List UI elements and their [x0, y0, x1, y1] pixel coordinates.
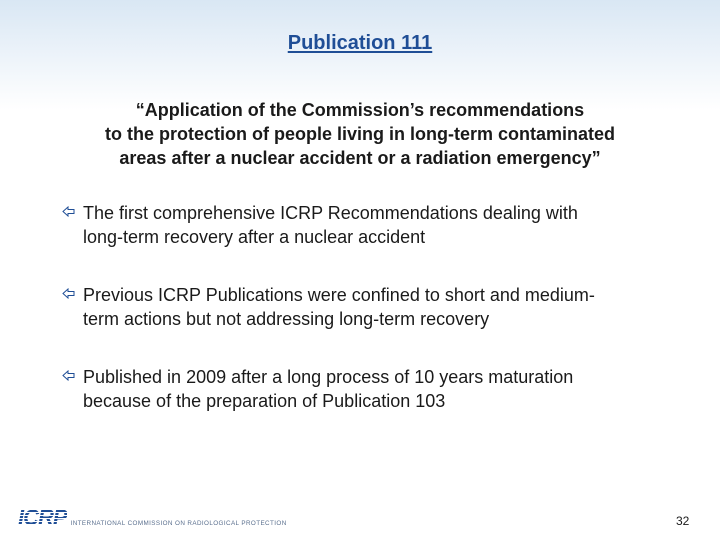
logo-text: INTERNATIONAL COMMISSION ON RADIOLOGICAL PROTECTION	[70, 520, 287, 527]
bullet-text: Previous ICRP Publications were confined to short and medium-	[83, 285, 595, 305]
bullet-item	[62, 365, 662, 413]
icrp-logo	[18, 507, 287, 529]
bullet-text: long-term recovery after a nuclear accident	[83, 227, 426, 247]
slide-title: Publication 111	[287, 32, 433, 54]
bullet-text: Published in 2009 after a long process of 10 years maturation	[83, 367, 574, 387]
bullet-item	[62, 283, 662, 331]
bullet-item	[62, 201, 662, 249]
bullet-text: because of the preparation of Publication 103	[83, 391, 446, 411]
bullet-marker-icon	[62, 201, 83, 225]
bullet-marker-icon	[62, 365, 83, 389]
subtitle-line: to the protection of people living in long-term contaminated	[104, 124, 615, 144]
logo-mark: ICRP	[18, 505, 67, 530]
page-number: 32	[676, 514, 690, 528]
bullet-marker-icon	[62, 283, 83, 307]
subtitle-line: “Application of the Commission’s recommendations	[135, 100, 585, 120]
slide-subtitle	[40, 98, 680, 170]
bullet-text: The first comprehensive ICRP Recommendations dealing with	[83, 203, 578, 223]
bullet-text: term actions but not addressing long-term recovery	[83, 309, 490, 329]
subtitle-line: areas after a nuclear accident or a radiation emergency”	[119, 148, 601, 168]
